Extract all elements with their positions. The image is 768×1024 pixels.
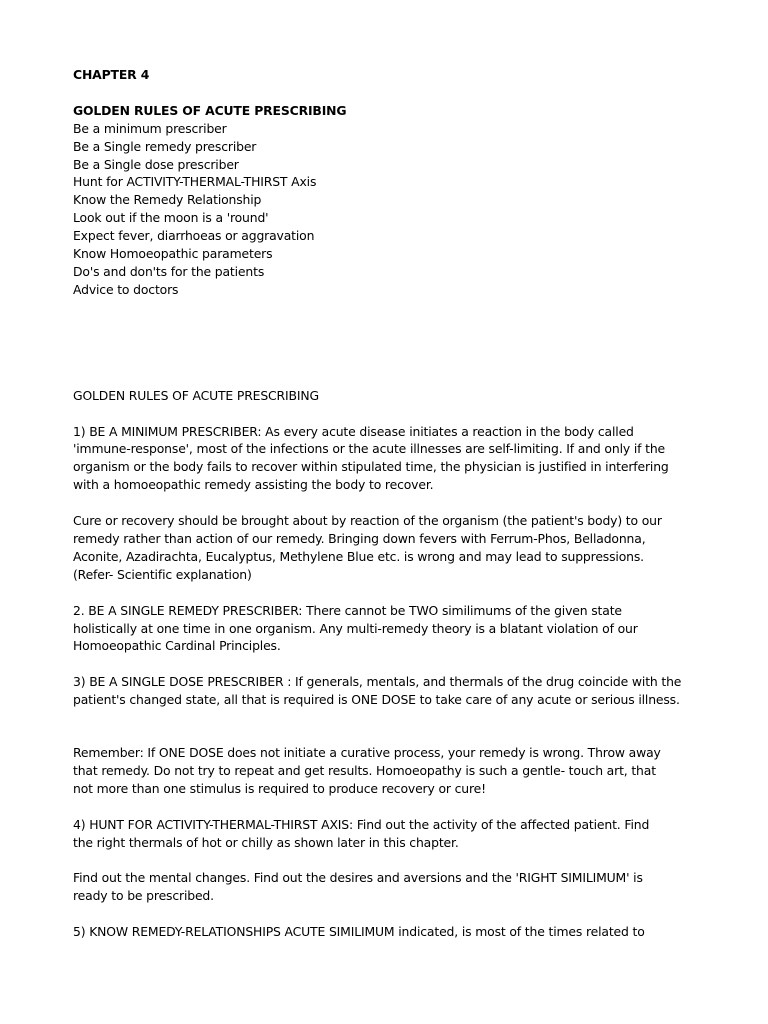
- paragraph-line: Homoeopathic Cardinal Principles.: [73, 638, 281, 654]
- toc-item: Know Homoeopathic parameters: [73, 246, 273, 262]
- spacer: [73, 851, 703, 869]
- paragraph-line: 4) HUNT FOR ACTIVITY-THERMAL-THIRST AXIS: Find out the activity of the affected patient. Find: [73, 816, 650, 832]
- paragraph-line: Find out the mental changes. Find out the desires and aversions and the 'RIGHT SIMILIMUM' is: [73, 870, 643, 886]
- paragraph-line: Cure or recovery should be brought about by reaction of the organism (the patient's body) to our: [73, 513, 662, 529]
- paragraph-line: that remedy. Do not try to repeat and get results. Homoeopathy is such a gentle- touch art, that: [73, 762, 656, 778]
- spacer: [73, 905, 703, 923]
- paragraph-line: holistically at one time in one organism. Any multi-remedy theory is a blatant violation of our: [73, 620, 638, 636]
- paragraph-line: 1) BE A MINIMUM PRESCRIBER: As every acute disease initiates a reaction in the body called: [73, 423, 634, 439]
- section-heading: GOLDEN RULES OF ACUTE PRESCRIBING: [73, 387, 319, 403]
- paragraph-line: patient's changed state, all that is required is ONE DOSE to take care of any acute or serious illness.: [73, 692, 680, 708]
- paragraph-minimum-prescriber: [73, 423, 703, 495]
- spacer: [73, 798, 703, 816]
- spacer: [73, 655, 703, 673]
- toc-item: Advice to doctors: [73, 281, 179, 297]
- spacer: [73, 494, 703, 512]
- paragraph-activity-axis: [73, 816, 703, 852]
- paragraph-line: remedy rather than action of our remedy. Bringing down fevers with Ferrum-Phos, Belladonna,: [73, 530, 646, 546]
- toc-item: Be a minimum prescriber: [73, 120, 227, 136]
- toc-item: Know the Remedy Relationship: [73, 192, 262, 208]
- paragraph-line: 5) KNOW REMEDY-RELATIONSHIPS ACUTE SIMILIMUM indicated, is most of the times related to: [73, 924, 645, 940]
- chapter-title: CHAPTER 4: [73, 67, 150, 82]
- paragraph-remember: [73, 744, 703, 798]
- paragraph-line: not more than one stimulus is required to produce recovery or cure!: [73, 780, 486, 796]
- paragraph-line: 'immune-response', most of the infections or the acute illnesses are self-limiting. If and only if the: [73, 441, 666, 457]
- spacer: [73, 584, 703, 602]
- paragraph-line: 3) BE A SINGLE DOSE PRESCRIBER : If generals, mentals, and thermals of the drug coincide with the: [73, 674, 682, 690]
- toc-item: Do's and don'ts for the patients: [73, 263, 265, 279]
- paragraph-line: (Refer- Scientific explanation): [73, 566, 252, 582]
- toc-item: Expect fever, diarrhoeas or aggravation: [73, 228, 315, 244]
- paragraph-line: 2. BE A SINGLE REMEDY PRESCRIBER: There cannot be TWO similimums of the given state: [73, 602, 622, 618]
- toc-item: Be a Single remedy prescriber: [73, 138, 257, 154]
- toc-heading: GOLDEN RULES OF ACUTE PRESCRIBING: [73, 102, 347, 118]
- paragraph-line: organism or the body fails to recover within stipulated time, the physician is justified in interfering: [73, 459, 669, 475]
- paragraph-line: Aconite, Azadirachta, Eucalyptus, Methylene Blue etc. is wrong and may lead to suppressions.: [73, 548, 644, 564]
- document-page: [73, 66, 703, 941]
- paragraph-cure-recovery: [73, 512, 703, 584]
- paragraph-line: the right thermals of hot or chilly as shown later in this chapter.: [73, 834, 459, 850]
- spacer: [73, 709, 703, 744]
- spacer: [73, 299, 703, 387]
- toc-item: Look out if the moon is a 'round': [73, 210, 269, 226]
- paragraph-line: with a homoeopathic remedy assisting the body to recover.: [73, 477, 434, 493]
- paragraph-single-dose: [73, 673, 703, 709]
- paragraph-mental-changes: [73, 869, 703, 905]
- spacer: [73, 84, 703, 102]
- paragraph-remedy-relationships: [73, 923, 703, 941]
- toc-item: Hunt for ACTIVITY-THERMAL-THIRST Axis: [73, 174, 317, 190]
- paragraph-line: Remember: If ONE DOSE does not initiate a curative process, your remedy is wrong. Throw away: [73, 745, 661, 761]
- toc-list: [73, 120, 703, 299]
- paragraph-line: ready to be prescribed.: [73, 888, 214, 904]
- paragraph-single-remedy: [73, 602, 703, 656]
- spacer: [73, 405, 703, 423]
- toc-item: Be a Single dose prescriber: [73, 156, 239, 172]
